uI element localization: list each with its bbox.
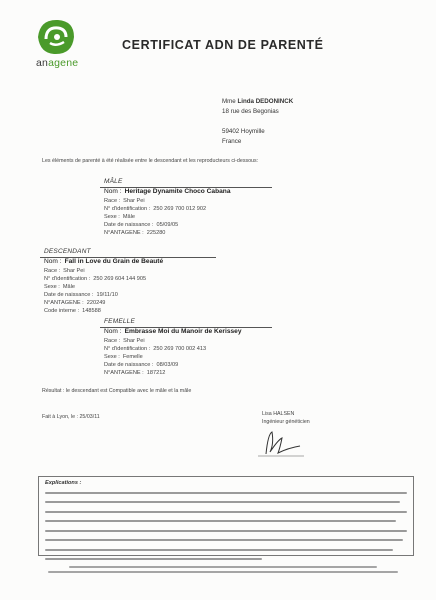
recipient-city: 59402 Hoymille — [222, 128, 265, 135]
female-race-row: Race : Shar Pei — [104, 338, 145, 344]
male-name-row: Nom : Heritage Dynamite Choco Cabana — [104, 188, 231, 195]
female-name-row: Nom : Embrasse Moi du Manoir de Kerissey — [104, 328, 242, 335]
signer-name: Lisa HALSEN — [262, 411, 295, 417]
recipient-name: Mme Linda DEDONINCK — [222, 98, 294, 105]
signer-block — [262, 410, 310, 426]
female-sex-row: Sexe : Femelle — [104, 354, 143, 360]
descendant-ident-row: N° d'identification : 250 269 604 144 905 — [44, 276, 147, 282]
female-ident-row: N° d'identification : 250 269 700 002 413 — [104, 346, 207, 352]
male-heading: MÂLE — [104, 178, 123, 185]
descendant-antagene-row: N°ANTAGENE : 220249 — [44, 300, 106, 306]
recipient-country: France — [222, 138, 242, 145]
female-heading: FEMELLE — [104, 318, 136, 325]
descendant-heading: DESCENDANT — [44, 248, 91, 255]
descendant-code-row: Code interne : 148588 — [44, 308, 101, 314]
page-footer — [48, 563, 398, 576]
male-race-row: Race : Shar Pei — [104, 198, 145, 204]
result-text: Résultat : le descendant est Compatible avec le mâle et la mâle — [42, 388, 192, 394]
page-title: CERTIFICAT ADN DE PARENTÉ — [122, 38, 324, 52]
male-antagene-row: N°ANTAGENE : 225280 — [104, 230, 166, 236]
male-ident-row: N° d'identification : 250 269 700 012 902 — [104, 206, 207, 212]
descendant-birth-row: Date de naissance : 19/11/10 — [44, 292, 118, 298]
descendant-name-row: Nom : Fall in Love du Grain de Beauté — [44, 258, 164, 265]
female-birth-row: Date de naissance : 08/03/09 — [104, 362, 179, 368]
male-sex-row: Sexe : Mâle — [104, 214, 135, 220]
recipient-street: 18 rue des Begonias — [222, 108, 279, 115]
logo-wordmark: anagene — [36, 57, 79, 69]
female-antagene-row: N°ANTAGENE : 187212 — [104, 370, 166, 376]
handwritten-signature — [248, 426, 318, 460]
explanations-title: Explications : — [45, 480, 82, 486]
explanations-text — [45, 489, 407, 566]
antagene-logo-icon — [36, 17, 76, 57]
descendant-race-row: Race : Shar Pei — [44, 268, 85, 274]
male-birth-row: Date de naissance : 05/09/05 — [104, 222, 179, 228]
signer-role: Ingénieur généticien — [262, 419, 310, 425]
date-line: Fait à Lyon, le : 25/03/11 — [42, 414, 100, 420]
intro-text: Les éléments de parenté à été réalisée entre le descendant et les reproducteurs ci-dessous: — [42, 158, 259, 164]
explanations-box — [38, 476, 414, 556]
descendant-sex-row: Sexe : Mâle — [44, 284, 75, 290]
